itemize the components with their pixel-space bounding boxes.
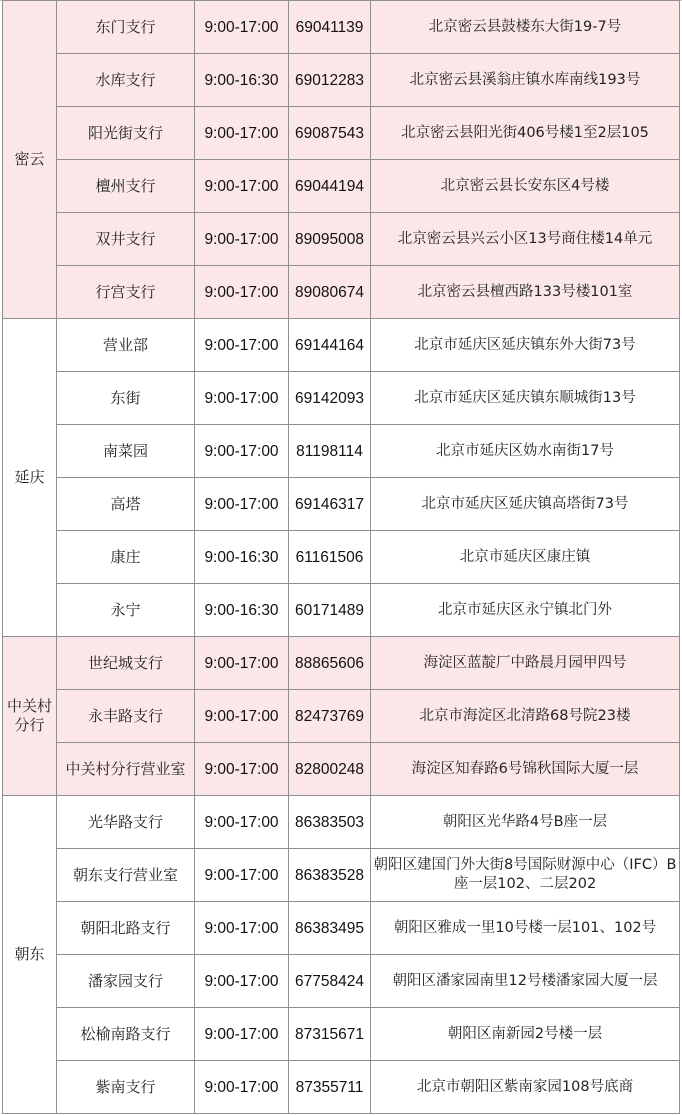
- business-hours-cell: 9:00-17:00: [195, 637, 289, 690]
- address-cell: 北京密云县兴云小区13号商住楼14单元: [371, 213, 680, 266]
- phone-number-cell: 69087543: [289, 107, 371, 160]
- branch-name-cell: 行宫支行: [57, 266, 195, 319]
- branch-name-cell: 潘家园支行: [57, 955, 195, 1008]
- phone-number-cell: 61161506: [289, 531, 371, 584]
- business-hours-cell: 9:00-17:00: [195, 372, 289, 425]
- address-cell: 海淀区蓝靛厂中路晨月园甲四号: [371, 637, 680, 690]
- address-cell: 北京密云县阳光街406号楼1至2层105: [371, 107, 680, 160]
- table-row: [3, 955, 680, 1008]
- table-row: [3, 478, 680, 531]
- table-row: [3, 372, 680, 425]
- business-hours-cell: 9:00-17:00: [195, 1, 289, 54]
- address-cell: 北京市朝阳区紫南家园108号底商: [371, 1061, 680, 1114]
- phone-number-cell: 89080674: [289, 266, 371, 319]
- table-row: [3, 531, 680, 584]
- address-cell: 北京市延庆区延庆镇东顺城街13号: [371, 372, 680, 425]
- table-row: [3, 107, 680, 160]
- phone-number-cell: 67758424: [289, 955, 371, 1008]
- phone-number-cell: 86383495: [289, 902, 371, 955]
- branch-name-cell: 东街: [57, 372, 195, 425]
- address-cell: 北京密云县鼓楼东大街19-7号: [371, 1, 680, 54]
- address-cell: 北京密云县长安东区4号楼: [371, 160, 680, 213]
- branch-name-cell: 双井支行: [57, 213, 195, 266]
- phone-number-cell: 86383528: [289, 849, 371, 902]
- table-row: [3, 213, 680, 266]
- address-cell: 北京市延庆区延庆镇高塔街73号: [371, 478, 680, 531]
- business-hours-cell: 9:00-17:00: [195, 690, 289, 743]
- branch-name-cell: 檀州支行: [57, 160, 195, 213]
- address-cell: 朝阳区雅成一里10号楼一层101、102号: [371, 902, 680, 955]
- business-hours-cell: 9:00-17:00: [195, 213, 289, 266]
- address-cell: 北京市海淀区北清路68号院23楼: [371, 690, 680, 743]
- phone-number-cell: 88865606: [289, 637, 371, 690]
- business-hours-cell: 9:00-17:00: [195, 1008, 289, 1061]
- region-cell: 中关村分行: [3, 637, 57, 796]
- table-row: [3, 54, 680, 107]
- table-row: [3, 690, 680, 743]
- branch-name-cell: 朝阳北路支行: [57, 902, 195, 955]
- address-cell: 朝阳区南新园2号楼一层: [371, 1008, 680, 1061]
- address-cell: 北京市延庆区康庄镇: [371, 531, 680, 584]
- table-row: [3, 796, 680, 849]
- branch-table: [2, 0, 680, 1114]
- table-row: [3, 1, 680, 54]
- branch-name-cell: 东门支行: [57, 1, 195, 54]
- table-row: [3, 584, 680, 637]
- business-hours-cell: 9:00-17:00: [195, 849, 289, 902]
- branch-name-cell: 朝东支行营业室: [57, 849, 195, 902]
- business-hours-cell: 9:00-16:30: [195, 531, 289, 584]
- table-row: [3, 319, 680, 372]
- phone-number-cell: 69142093: [289, 372, 371, 425]
- phone-number-cell: 69144164: [289, 319, 371, 372]
- business-hours-cell: 9:00-17:00: [195, 902, 289, 955]
- address-cell: 朝阳区光华路4号B座一层: [371, 796, 680, 849]
- table-row: [3, 425, 680, 478]
- branch-name-cell: 紫南支行: [57, 1061, 195, 1114]
- business-hours-cell: 9:00-17:00: [195, 743, 289, 796]
- address-cell: 海淀区知春路6号锦秋国际大厦一层: [371, 743, 680, 796]
- business-hours-cell: 9:00-17:00: [195, 1061, 289, 1114]
- table-row: [3, 637, 680, 690]
- branch-name-cell: 永丰路支行: [57, 690, 195, 743]
- phone-number-cell: 81198114: [289, 425, 371, 478]
- phone-number-cell: 60171489: [289, 584, 371, 637]
- branch-name-cell: 永宁: [57, 584, 195, 637]
- branch-name-cell: 水库支行: [57, 54, 195, 107]
- address-cell: 北京市延庆区永宁镇北门外: [371, 584, 680, 637]
- address-cell: 朝阳区潘家园南里12号楼潘家园大厦一层: [371, 955, 680, 1008]
- branch-name-cell: 光华路支行: [57, 796, 195, 849]
- table-row: [3, 902, 680, 955]
- branch-name-cell: 营业部: [57, 319, 195, 372]
- region-cell: 密云: [3, 1, 57, 319]
- phone-number-cell: 69044194: [289, 160, 371, 213]
- business-hours-cell: 9:00-17:00: [195, 478, 289, 531]
- branch-name-cell: 高塔: [57, 478, 195, 531]
- table-body: [3, 1, 680, 1114]
- business-hours-cell: 9:00-17:00: [195, 107, 289, 160]
- business-hours-cell: 9:00-16:30: [195, 54, 289, 107]
- branch-name-cell: 康庄: [57, 531, 195, 584]
- business-hours-cell: 9:00-17:00: [195, 425, 289, 478]
- business-hours-cell: 9:00-17:00: [195, 266, 289, 319]
- business-hours-cell: 9:00-17:00: [195, 160, 289, 213]
- phone-number-cell: 69146317: [289, 478, 371, 531]
- branch-name-cell: 松榆南路支行: [57, 1008, 195, 1061]
- business-hours-cell: 9:00-16:30: [195, 584, 289, 637]
- phone-number-cell: 82800248: [289, 743, 371, 796]
- address-cell: 北京市延庆区延庆镇东外大街73号: [371, 319, 680, 372]
- business-hours-cell: 9:00-17:00: [195, 796, 289, 849]
- address-cell: 朝阳区建国门外大街8号国际财源中心（IFC）B座一层102、二层202: [371, 849, 680, 902]
- branch-name-cell: 阳光街支行: [57, 107, 195, 160]
- table-row: [3, 849, 680, 902]
- phone-number-cell: 69041139: [289, 1, 371, 54]
- address-cell: 北京市延庆区妫水南街17号: [371, 425, 680, 478]
- phone-number-cell: 82473769: [289, 690, 371, 743]
- phone-number-cell: 87315671: [289, 1008, 371, 1061]
- phone-number-cell: 86383503: [289, 796, 371, 849]
- region-cell: 延庆: [3, 319, 57, 637]
- address-cell: 北京密云县檀西路133号楼101室: [371, 266, 680, 319]
- table-row: [3, 743, 680, 796]
- business-hours-cell: 9:00-17:00: [195, 319, 289, 372]
- address-cell: 北京密云县溪翁庄镇水库南线193号: [371, 54, 680, 107]
- table-row: [3, 160, 680, 213]
- business-hours-cell: 9:00-17:00: [195, 955, 289, 1008]
- branch-name-cell: 世纪城支行: [57, 637, 195, 690]
- branch-name-cell: 中关村分行营业室: [57, 743, 195, 796]
- table-row: [3, 266, 680, 319]
- region-cell: 朝东: [3, 796, 57, 1114]
- branch-name-cell: 南菜园: [57, 425, 195, 478]
- phone-number-cell: 89095008: [289, 213, 371, 266]
- phone-number-cell: 69012283: [289, 54, 371, 107]
- phone-number-cell: 87355711: [289, 1061, 371, 1114]
- table-row: [3, 1008, 680, 1061]
- table-row: [3, 1061, 680, 1114]
